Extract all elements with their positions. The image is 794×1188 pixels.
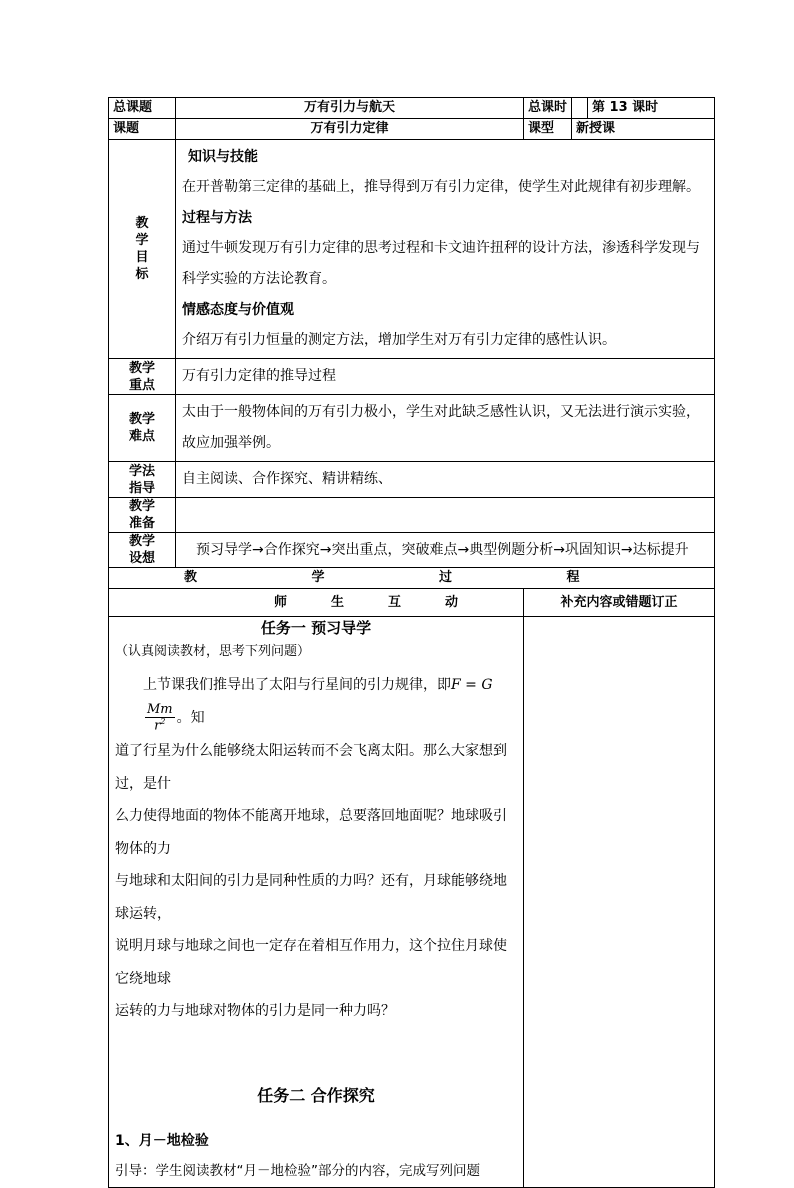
- total-hours-label: 总课时: [524, 98, 572, 119]
- method-label: 学法 指导: [109, 462, 176, 498]
- design-label: 教学 设想: [109, 533, 176, 568]
- lesson-number: 第 13 课时: [588, 98, 715, 119]
- emotion-text: 介绍万有引力恒量的测定方法，增加学生对万有引力定律的感性认识。: [182, 332, 616, 348]
- type-label: 课型: [524, 119, 572, 140]
- interaction-content: [109, 617, 524, 1188]
- task1-line-2: 么力使得地面的物体不能离开地球，总要落回地面呢？地球吸引物体的力: [115, 808, 507, 857]
- method-text: 自主阅读、合作探究、精讲精练、: [176, 462, 715, 498]
- task1-line-1: 道了行星为什么能够绕太阳运转而不会飞离太阳。那么大家想到过，是什: [115, 743, 507, 792]
- task1-note: （认真阅读教材，思考下列问题）: [115, 644, 311, 659]
- type-value: 新授课: [572, 119, 715, 140]
- task1-paragraph-first-line: 上节课我们推导出了太阳与行星间的引力规律，即F = G $\frac{Mm}{r^2}$ 。知: [143, 677, 493, 734]
- topic-label: 课题: [109, 119, 176, 140]
- interaction-header: 师 生 互 动: [109, 589, 524, 617]
- process-header: 教 学 过 程: [109, 568, 715, 589]
- key-point-text: 万有引力定律的推导过程: [176, 359, 715, 395]
- prep-label: 教学 准备: [109, 498, 176, 533]
- difficulty-text-1: 太由于一般物体间的万有引力极小，学生对此缺乏感性认识，又无法进行演示实验，: [182, 404, 700, 420]
- design-text: 预习导学→合作探究→突出重点，突破难点→典型例题分析→巩固知识→达标提升: [176, 533, 715, 568]
- task1-line-5: 运转的力与地球对物体的引力是同一种力吗？: [115, 1003, 395, 1019]
- difficulty-content: [176, 395, 715, 462]
- task1-line-4: 说明月球与地球之间也一定存在着相互作用力，这个拉住月球使它绕地球: [115, 938, 507, 987]
- knowledge-title: 知识与技能: [188, 149, 258, 165]
- process-text-1: 通过牛顿发现万有引力定律的思考过程和卡文迪许扭秤的设计方法，渗透科学发现与: [182, 240, 700, 256]
- task2-guide: 引导：学生阅读教材“月－地检验”部分的内容，完成写列问题: [115, 1162, 480, 1179]
- process-text-2: 科学实验的方法论教育。: [182, 271, 336, 287]
- key-point-label: 教学 重点: [109, 359, 176, 395]
- supplement-content: [524, 617, 715, 1188]
- difficulty-label: 教学 难点: [109, 395, 176, 462]
- knowledge-text: 在开普勒第三定律的基础上，推导得到万有引力定律，使学生对此规律有初步理解。: [182, 179, 700, 195]
- task2-title: 任务二 合作探究: [257, 1085, 375, 1105]
- task2-subtitle: 1、月－地检验: [115, 1132, 209, 1149]
- objectives-content: [176, 140, 715, 359]
- lesson-plan: [108, 97, 714, 1188]
- topic-value: 万有引力定律: [176, 119, 524, 140]
- lesson-plan-table: [108, 97, 715, 1188]
- total-hours-value: [572, 98, 588, 119]
- task1-line-3: 与地球和太阳间的引力是同种性质的力吗？还有，月球能够绕地球运转，: [115, 873, 507, 922]
- total-topic-value: 万有引力与航天: [176, 98, 524, 119]
- supplement-header: 补充内容或错题订正: [524, 589, 715, 617]
- objectives-label: 教 学 目 标: [109, 140, 176, 359]
- gravity-formula: $\frac{Mm}{r^2}$: [147, 702, 173, 734]
- process-title: 过程与方法: [182, 210, 252, 226]
- total-topic-label: 总课题: [109, 98, 176, 119]
- emotion-title: 情感态度与价值观: [182, 302, 294, 318]
- task1-title: 任务一 预习导学: [260, 619, 372, 637]
- prep-text: [176, 498, 715, 533]
- difficulty-text-2: 故应加强举例。: [182, 435, 280, 451]
